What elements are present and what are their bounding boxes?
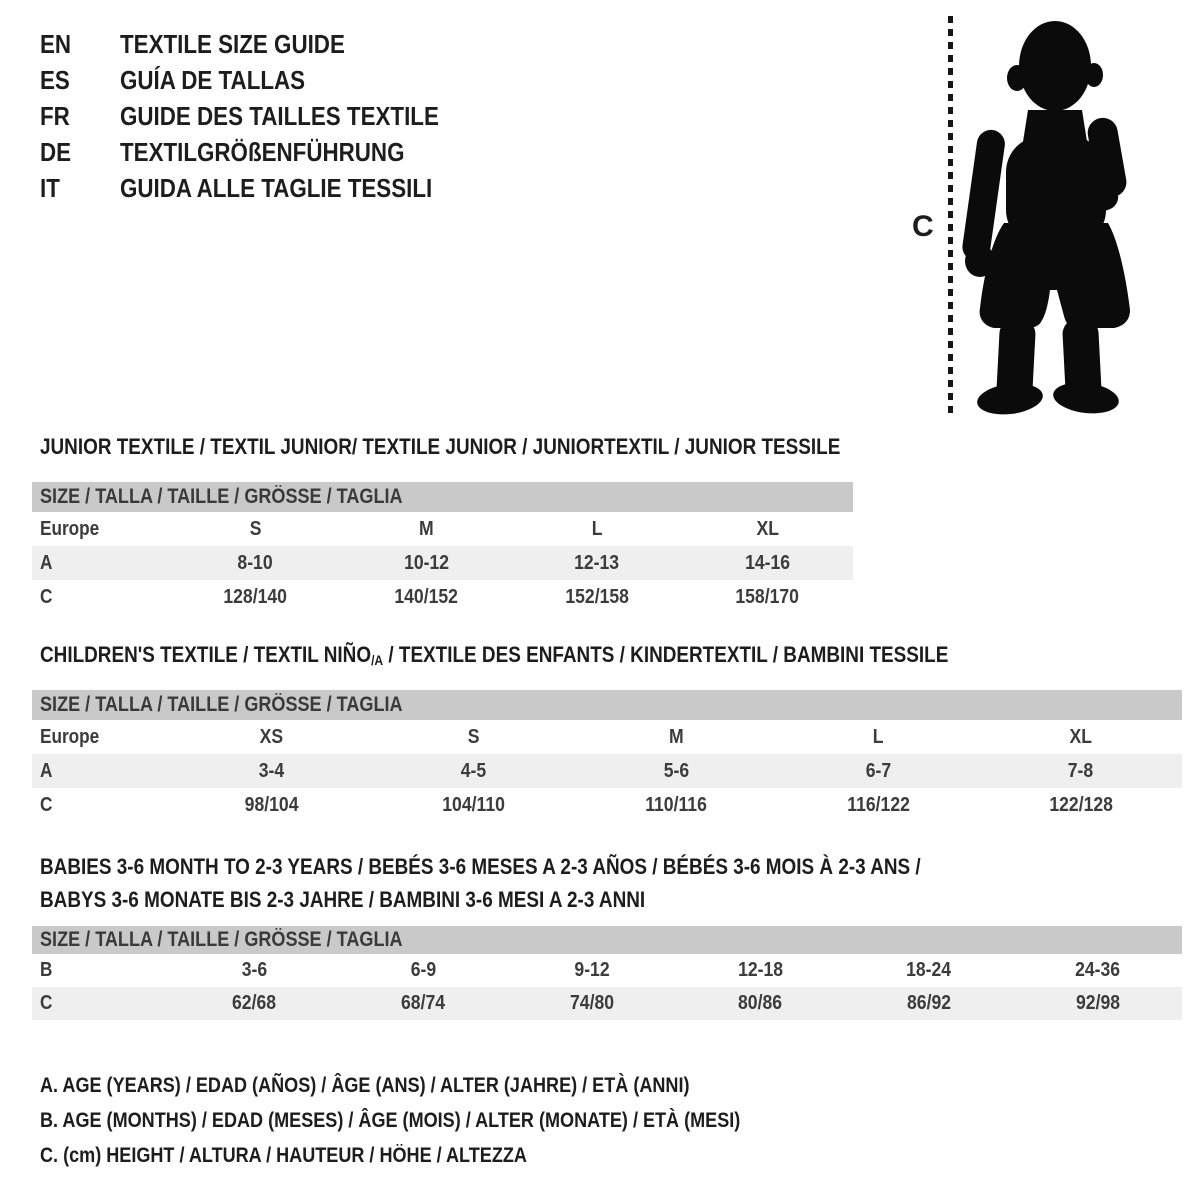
junior-size-table [32,482,853,614]
table-cell [170,726,372,749]
table-cell [339,992,508,1015]
table-cell [575,760,777,783]
table-row [32,512,853,546]
cell-value: L [873,725,884,748]
cell-value: 158/170 [735,585,800,608]
language-row-en [40,26,491,62]
cell-value: 5-6 [663,759,689,782]
cell-value: 92/98 [1075,992,1120,1014]
table-cell [372,760,574,783]
cell-value: 7-8 [1068,759,1094,782]
table-row [32,987,1182,1020]
cell-value: 8-10 [237,551,273,574]
table-cell [777,726,979,749]
cell-value: 140/152 [394,585,458,608]
language-code: ES [40,64,70,95]
language-row-it [40,170,491,206]
guide-title-fr: GUIDE DES TAILLES TEXTILE [120,100,439,131]
table-cell [682,586,853,609]
guide-title-it: GUIDA ALLE TAGLIE TESSILI [120,172,433,203]
table-cell [676,992,845,1015]
size-header-label: SIZE / TALLA / TAILLE / GRÖSSE / TAGLIA [40,928,403,951]
cell-value: 6-9 [410,959,436,981]
cell-value: 104/110 [442,793,505,816]
table-cell [682,552,853,575]
table-cell [32,959,170,982]
junior-section-title [40,434,971,460]
table-cell [676,959,845,982]
table-cell [170,518,341,541]
cell-value: 80/86 [738,992,783,1014]
legend-text-a: A. AGE (YEARS) / EDAD (AÑOS) / ÂGE (ANS) / ALTER (JAHRE) / ETÀ (ANNI) [40,1073,690,1097]
table-cell [170,992,339,1015]
cell-value: 122/128 [1049,793,1113,816]
guide-title-en: TEXTILE SIZE GUIDE [120,28,345,59]
table-cell [32,586,170,609]
cell-value: 98/104 [244,793,299,816]
babies-title-line1: BABIES 3-6 MONTH TO 2-3 YEARS / BEBÉS 3-6 MESES A 2-3 AÑOS / BÉBÉS 3-6 MOIS À 2-3 ANS / [40,854,921,879]
guide-title-es: GUÍA DE TALLAS [120,64,306,95]
cell-value: M [668,725,684,748]
cell-value: 3-4 [258,759,284,782]
row-label: Europe [40,517,100,540]
table-cell [845,959,1014,982]
row-label: A [40,551,53,574]
junior-section-title-text: JUNIOR TEXTILE / TEXTIL JUNIOR/ TEXTILE JUNIOR / JUNIORTEXTIL / JUNIOR TESSILE [40,434,841,459]
cell-value: 24-36 [1075,959,1121,981]
table-row [32,754,1182,788]
legend-line-b [40,1103,854,1138]
table-cell [507,959,676,982]
cell-value: 152/158 [565,585,629,608]
table-row [32,546,853,580]
language-row-es [40,62,491,98]
cell-value: M [418,517,434,540]
cell-value: 6-7 [865,759,892,782]
cell-value: 4-5 [460,759,487,782]
table-cell [777,760,979,783]
table-cell [32,992,170,1015]
table-cell [575,726,777,749]
table-cell [575,794,777,817]
height-measure-label: C [912,210,934,243]
table-row [32,580,853,614]
table-row [32,720,1182,754]
table-row [32,788,1182,822]
size-header-bar [32,926,1182,954]
cell-value: 74/80 [569,992,614,1014]
table-cell [170,586,341,609]
table-cell [980,760,1182,783]
size-header-label: SIZE / TALLA / TAILLE / GRÖSSE / TAGLIA [40,693,403,716]
language-code: IT [40,172,60,203]
table-cell [980,794,1182,817]
table-row [32,954,1182,987]
legend-line-a [40,1068,854,1103]
cell-value: 116/122 [847,793,910,816]
table-cell [341,518,512,541]
babies-section-title [40,850,1064,916]
guide-title-de: TEXTILGRÖßENFÜHRUNG [120,136,405,167]
legend-text-c: C. (cm) HEIGHT / ALTURA / HAUTEUR / HÖHE / ALTEZZA [40,1143,527,1167]
children-section-title [40,642,1096,668]
language-code: EN [40,28,72,59]
table-cell [372,726,574,749]
cell-value: 68/74 [400,992,446,1014]
row-label: C [40,793,53,816]
size-header-bar [32,482,853,512]
babies-title-line2: BABYS 3-6 MONATE BIS 2-3 JAHRE / BAMBINI 3-6 MESI A 2-3 ANNI [40,887,646,912]
table-cell [372,794,574,817]
row-label: B [40,959,53,981]
table-cell [980,726,1182,749]
legend-text-b: B. AGE (MONTHS) / EDAD (MESES) / ÂGE (MOIS) / ALTER (MONATE) / ETÀ (MESI) [40,1108,741,1132]
table-cell [341,586,512,609]
row-label: C [40,992,53,1014]
table-cell [1013,992,1182,1015]
height-measure-dashed-line [948,16,953,418]
table-cell [170,959,339,982]
table-cell [32,552,170,575]
cell-value: XL [756,517,779,540]
table-cell [512,518,683,541]
table-cell [507,992,676,1015]
language-code: FR [40,100,70,131]
cell-value: 14-16 [745,551,791,574]
table-cell [32,760,170,783]
cell-value: S [467,725,480,748]
cell-value: 18-24 [906,959,952,981]
cell-value: 110/116 [645,793,707,816]
table-cell [1013,959,1182,982]
table-cell [512,552,683,575]
cell-value: L [591,517,603,540]
cell-value: 12-13 [574,551,620,574]
table-cell [170,794,372,817]
language-title-list [40,26,491,206]
cell-value: 9-12 [574,959,610,981]
children-title-text: / TEXTILE DES ENFANTS / KINDERTEXTIL / BAMBINI TESSILE [383,642,949,667]
table-cell [341,552,512,575]
cell-value: 62/68 [232,992,277,1014]
table-cell [339,959,508,982]
cell-value: 128/140 [223,585,288,608]
table-cell [170,552,341,575]
cell-value: 10-12 [403,551,449,574]
measurement-legend [40,1068,854,1173]
row-label: C [40,585,53,608]
language-row-de [40,134,491,170]
row-label: Europe [40,725,100,748]
table-cell [170,760,372,783]
table-cell [32,726,170,749]
children-size-table [32,690,1182,822]
children-title-text: CHILDREN'S TEXTILE / TEXTIL NIÑO [40,642,372,667]
table-cell [777,794,979,817]
babies-size-table [32,926,1182,1020]
size-header-label: SIZE / TALLA / TAILLE / GRÖSSE / TAGLIA [40,485,403,508]
table-cell [845,992,1014,1015]
language-row-fr [40,98,491,134]
cell-value: 86/92 [906,992,952,1014]
table-cell [32,794,170,817]
cell-value: XL [1069,725,1093,748]
cell-value: XS [259,725,283,748]
children-title-subscript: /A [371,652,384,668]
table-cell [512,586,683,609]
cell-value: S [249,517,262,540]
table-cell [682,518,853,541]
toddler-silhouette [958,18,1136,420]
table-cell [32,518,170,541]
language-code: DE [40,136,72,167]
legend-line-c [40,1138,854,1173]
cell-value: 3-6 [241,959,268,981]
row-label: A [40,759,53,782]
cell-value: 12-18 [737,959,783,981]
size-header-bar [32,690,1182,720]
